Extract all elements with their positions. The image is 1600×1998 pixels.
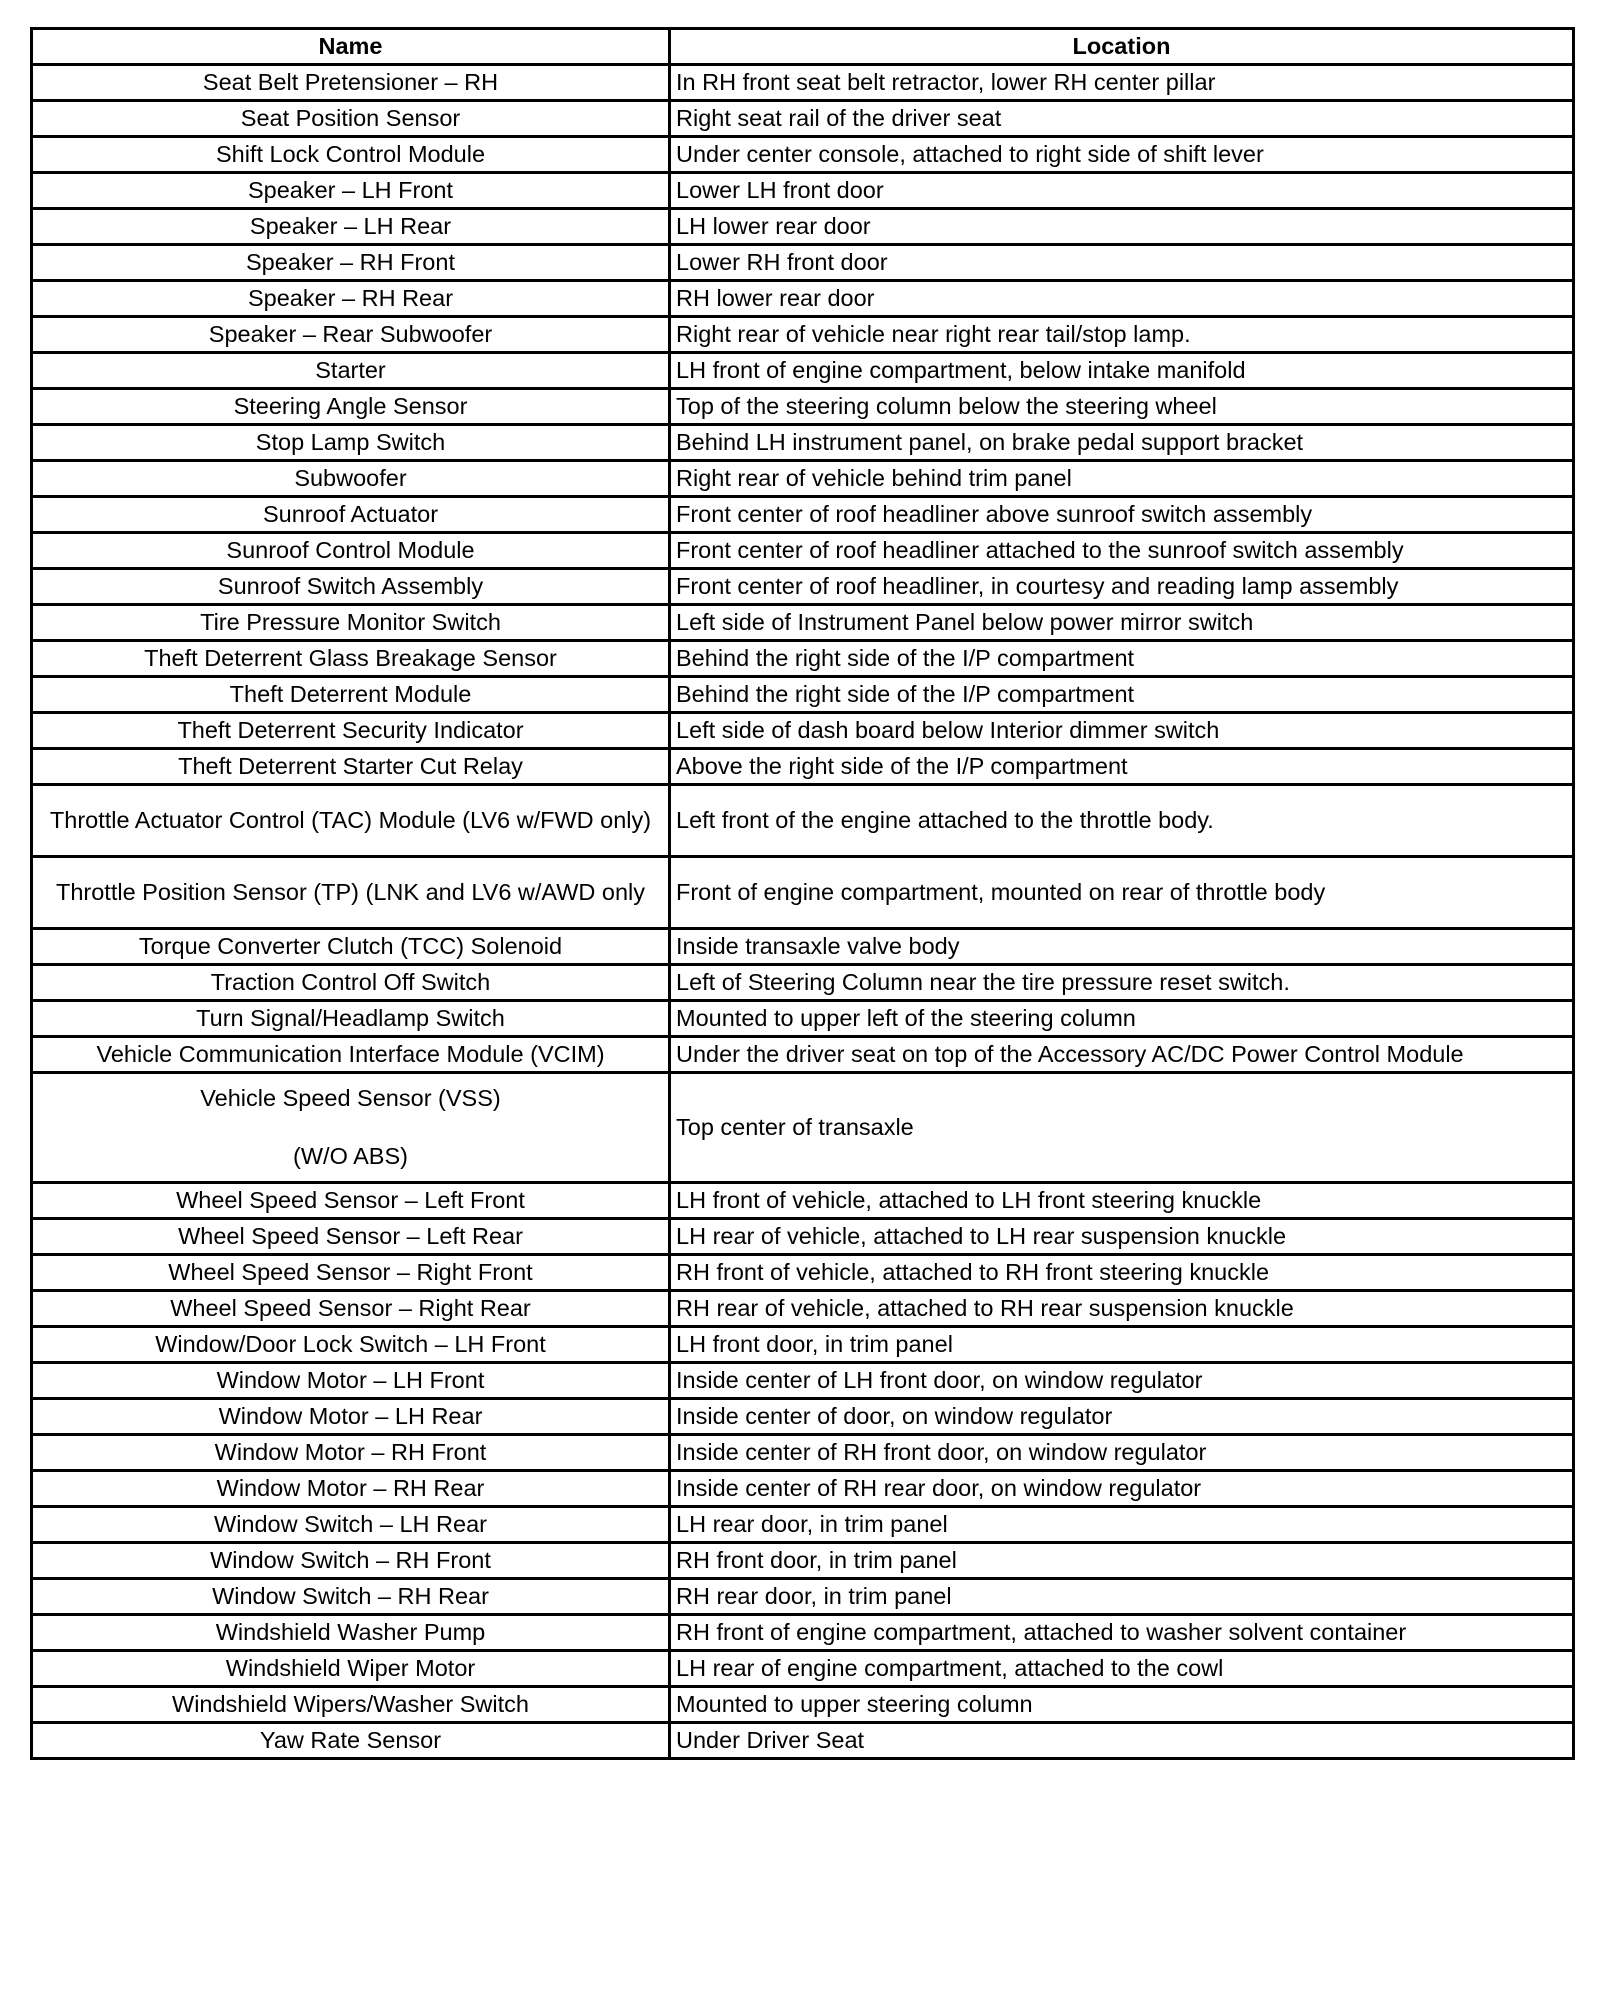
component-name: Starter <box>32 353 670 389</box>
component-location: RH front of vehicle, attached to RH front steering knuckle <box>670 1255 1574 1291</box>
table-row <box>32 1507 1574 1543</box>
component-name: Speaker – LH Rear <box>32 209 670 245</box>
table-row <box>32 1615 1574 1651</box>
component-location: RH rear door, in trim panel <box>670 1579 1574 1615</box>
table-row <box>32 101 1574 137</box>
component-location: Left side of dash board below Interior dimmer switch <box>670 713 1574 749</box>
table-row <box>32 1471 1574 1507</box>
table-row <box>32 317 1574 353</box>
component-name: Theft Deterrent Module <box>32 677 670 713</box>
table-header-row <box>32 29 1574 65</box>
table-row <box>32 677 1574 713</box>
component-name: Subwoofer <box>32 461 670 497</box>
component-location: In RH front seat belt retractor, lower RH center pillar <box>670 65 1574 101</box>
component-name: Shift Lock Control Module <box>32 137 670 173</box>
component-name: Wheel Speed Sensor – Left Rear <box>32 1219 670 1255</box>
component-name: Traction Control Off Switch <box>32 965 670 1001</box>
component-location: LH lower rear door <box>670 209 1574 245</box>
table-row <box>32 965 1574 1001</box>
table-row <box>32 1579 1574 1615</box>
table-row <box>32 1399 1574 1435</box>
component-name: Yaw Rate Sensor <box>32 1723 670 1759</box>
table-row <box>32 1291 1574 1327</box>
table-row <box>32 1073 1574 1183</box>
component-location: RH rear of vehicle, attached to RH rear suspension knuckle <box>670 1291 1574 1327</box>
component-name: Window/Door Lock Switch – LH Front <box>32 1327 670 1363</box>
component-location: Behind LH instrument panel, on brake pedal support bracket <box>670 425 1574 461</box>
table-row <box>32 1651 1574 1687</box>
table-row <box>32 1219 1574 1255</box>
table-row <box>32 605 1574 641</box>
component-name-cell <box>32 1073 670 1183</box>
component-name: Steering Angle Sensor <box>32 389 670 425</box>
component-name: Theft Deterrent Starter Cut Relay <box>32 749 670 785</box>
component-name: Stop Lamp Switch <box>32 425 670 461</box>
component-name: Wheel Speed Sensor – Right Rear <box>32 1291 670 1327</box>
component-location: Right rear of vehicle near right rear tail/stop lamp. <box>670 317 1574 353</box>
table-row <box>32 713 1574 749</box>
component-name: Speaker – Rear Subwoofer <box>32 317 670 353</box>
component-location: RH front of engine compartment, attached to washer solvent container <box>670 1615 1574 1651</box>
table-row <box>32 425 1574 461</box>
component-location-table <box>30 27 1575 1760</box>
table-row <box>32 173 1574 209</box>
component-location: Right seat rail of the driver seat <box>670 101 1574 137</box>
table-row <box>32 353 1574 389</box>
component-location: Top of the steering column below the steering wheel <box>670 389 1574 425</box>
component-name: Windshield Wipers/Washer Switch <box>32 1687 670 1723</box>
table-row <box>32 65 1574 101</box>
table-row <box>32 641 1574 677</box>
component-name-note: (W/O ABS) <box>293 1143 408 1169</box>
component-location: Top center of transaxle <box>670 1073 1574 1183</box>
component-location: Inside transaxle valve body <box>670 929 1574 965</box>
component-location: Inside center of RH rear door, on window regulator <box>670 1471 1574 1507</box>
table-row <box>32 1687 1574 1723</box>
component-location: Behind the right side of the I/P compartment <box>670 641 1574 677</box>
component-location: Right rear of vehicle behind trim panel <box>670 461 1574 497</box>
table-row <box>32 1001 1574 1037</box>
table-row <box>32 1327 1574 1363</box>
component-name: Vehicle Speed Sensor (VSS) <box>200 1085 501 1111</box>
component-name: Window Motor – RH Front <box>32 1435 670 1471</box>
component-location: Front of engine compartment, mounted on rear of throttle body <box>670 857 1574 929</box>
component-name: Turn Signal/Headlamp Switch <box>32 1001 670 1037</box>
component-location: Left side of Instrument Panel below power mirror switch <box>670 605 1574 641</box>
component-location: Inside center of RH front door, on window regulator <box>670 1435 1574 1471</box>
component-name: Window Motor – LH Rear <box>32 1399 670 1435</box>
table-row <box>32 785 1574 857</box>
component-name: Wheel Speed Sensor – Left Front <box>32 1183 670 1219</box>
component-name: Wheel Speed Sensor – Right Front <box>32 1255 670 1291</box>
component-location: Under the driver seat on top of the Accessory AC/DC Power Control Module <box>670 1037 1574 1073</box>
table-row <box>32 1255 1574 1291</box>
table-row <box>32 245 1574 281</box>
table-row <box>32 1543 1574 1579</box>
component-location: Lower LH front door <box>670 173 1574 209</box>
component-location: Under center console, attached to right side of shift lever <box>670 137 1574 173</box>
table-row <box>32 1037 1574 1073</box>
table-row <box>32 137 1574 173</box>
component-location: Above the right side of the I/P compartment <box>670 749 1574 785</box>
component-location: RH lower rear door <box>670 281 1574 317</box>
component-name: Throttle Position Sensor (TP) (LNK and LV6 w/AWD only <box>32 857 670 929</box>
component-name: Speaker – RH Rear <box>32 281 670 317</box>
component-name: Window Switch – LH Rear <box>32 1507 670 1543</box>
line-spacer <box>38 1113 663 1142</box>
component-name: Window Switch – RH Rear <box>32 1579 670 1615</box>
table-row <box>32 497 1574 533</box>
component-location: Front center of roof headliner, in courtesy and reading lamp assembly <box>670 569 1574 605</box>
table-row <box>32 461 1574 497</box>
component-location: Inside center of door, on window regulator <box>670 1399 1574 1435</box>
component-name: Theft Deterrent Security Indicator <box>32 713 670 749</box>
component-location: LH front of engine compartment, below intake manifold <box>670 353 1574 389</box>
component-name: Speaker – RH Front <box>32 245 670 281</box>
component-name: Speaker – LH Front <box>32 173 670 209</box>
component-name: Vehicle Communication Interface Module (VCIM) <box>32 1037 670 1073</box>
component-location: LH front door, in trim panel <box>670 1327 1574 1363</box>
component-name: Sunroof Actuator <box>32 497 670 533</box>
component-location: Mounted to upper steering column <box>670 1687 1574 1723</box>
table-row <box>32 569 1574 605</box>
table-row <box>32 929 1574 965</box>
component-name: Window Motor – RH Rear <box>32 1471 670 1507</box>
component-location: RH front door, in trim panel <box>670 1543 1574 1579</box>
table-row <box>32 749 1574 785</box>
component-name: Sunroof Control Module <box>32 533 670 569</box>
table-row <box>32 1363 1574 1399</box>
component-location: LH rear of vehicle, attached to LH rear suspension knuckle <box>670 1219 1574 1255</box>
component-location: Left front of the engine attached to the throttle body. <box>670 785 1574 857</box>
component-name: Tire Pressure Monitor Switch <box>32 605 670 641</box>
component-location: Mounted to upper left of the steering column <box>670 1001 1574 1037</box>
component-location: Front center of roof headliner above sunroof switch assembly <box>670 497 1574 533</box>
table-row <box>32 1183 1574 1219</box>
component-location: Lower RH front door <box>670 245 1574 281</box>
table-row <box>32 281 1574 317</box>
component-name: Throttle Actuator Control (TAC) Module (LV6 w/FWD only) <box>32 785 670 857</box>
component-name: Seat Belt Pretensioner – RH <box>32 65 670 101</box>
table-row <box>32 209 1574 245</box>
component-name: Seat Position Sensor <box>32 101 670 137</box>
component-location: Left of Steering Column near the tire pressure reset switch. <box>670 965 1574 1001</box>
table-row <box>32 389 1574 425</box>
table-row <box>32 1435 1574 1471</box>
component-location: LH front of vehicle, attached to LH front steering knuckle <box>670 1183 1574 1219</box>
component-name: Windshield Wiper Motor <box>32 1651 670 1687</box>
component-location: LH rear door, in trim panel <box>670 1507 1574 1543</box>
component-location-sheet <box>30 27 1572 1760</box>
component-name: Windshield Washer Pump <box>32 1615 670 1651</box>
table-row <box>32 857 1574 929</box>
location-column-header: Location <box>670 29 1574 65</box>
table-row <box>32 1723 1574 1759</box>
component-name: Sunroof Switch Assembly <box>32 569 670 605</box>
component-name: Window Motor – LH Front <box>32 1363 670 1399</box>
component-name: Window Switch – RH Front <box>32 1543 670 1579</box>
component-location: Inside center of LH front door, on window regulator <box>670 1363 1574 1399</box>
component-location: Under Driver Seat <box>670 1723 1574 1759</box>
component-location: Front center of roof headliner attached to the sunroof switch assembly <box>670 533 1574 569</box>
component-name: Theft Deterrent Glass Breakage Sensor <box>32 641 670 677</box>
name-column-header: Name <box>32 29 670 65</box>
component-location: Behind the right side of the I/P compartment <box>670 677 1574 713</box>
component-name: Torque Converter Clutch (TCC) Solenoid <box>32 929 670 965</box>
table-row <box>32 533 1574 569</box>
component-location: LH rear of engine compartment, attached to the cowl <box>670 1651 1574 1687</box>
